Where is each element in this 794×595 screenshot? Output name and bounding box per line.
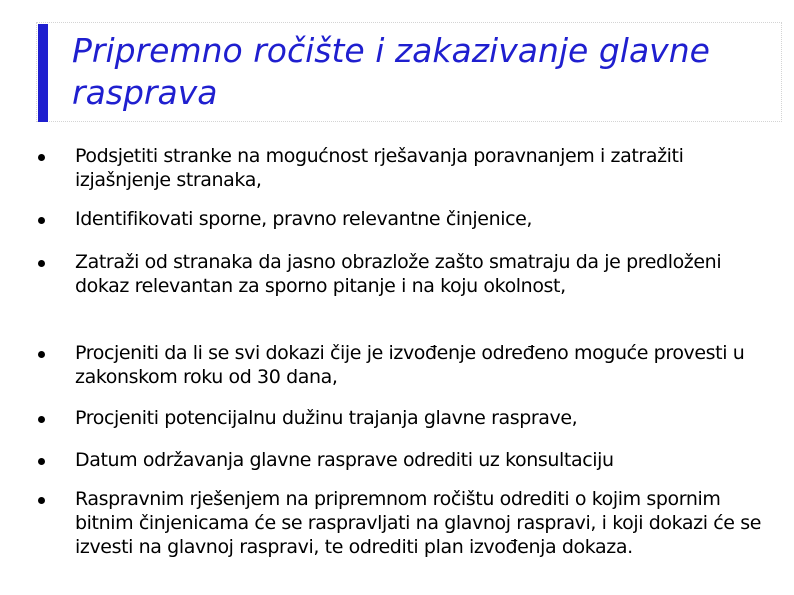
list-item-text: Datum održavanja glavne rasprave odrediti uz konsultaciju [75,449,614,471]
list-item-text: Procjeniti potencijalnu dužinu trajanja glavne rasprave, [75,407,578,429]
list-item-text: Podsjetiti stranke na mogućnost rješavanja poravnanjem i zatražiti izjašnjenje stranaka, [75,145,684,191]
list-item-text: Zatraži od stranaka da jasno obrazlože zašto smatraju da je predloženi dokaz relevantan za sporno pitanje i na koju okolnost, [75,251,722,297]
list-item-text: Identifikovati sporne, pravno relevantne činjenice, [75,208,533,230]
title-accent-bar [38,24,48,122]
slide-title: Pripremno ročište i zakazivanje glavne rasprava [72,31,710,112]
bullet-icon [38,416,45,423]
bullet-icon [38,154,45,161]
bullet-icon [38,351,45,358]
bullet-icon [38,497,45,504]
bullet-icon [38,458,45,465]
list-item-text: Procjeniti da li se svi dokazi čije je izvođenje određeno moguće provesti u zakonskom roku od 30 dana, [75,342,745,388]
bullet-icon [38,260,45,267]
bullet-icon [38,217,45,224]
list-item-text: Raspravnim rješenjem na pripremnom ročištu odrediti o kojim spornim bitnim činjenicama će se raspravljati na glavnoj raspravi, i koji dokazi će se izvesti na glavnoj raspravi, te odrediti plan izvođenja dokaza. [75,488,762,558]
